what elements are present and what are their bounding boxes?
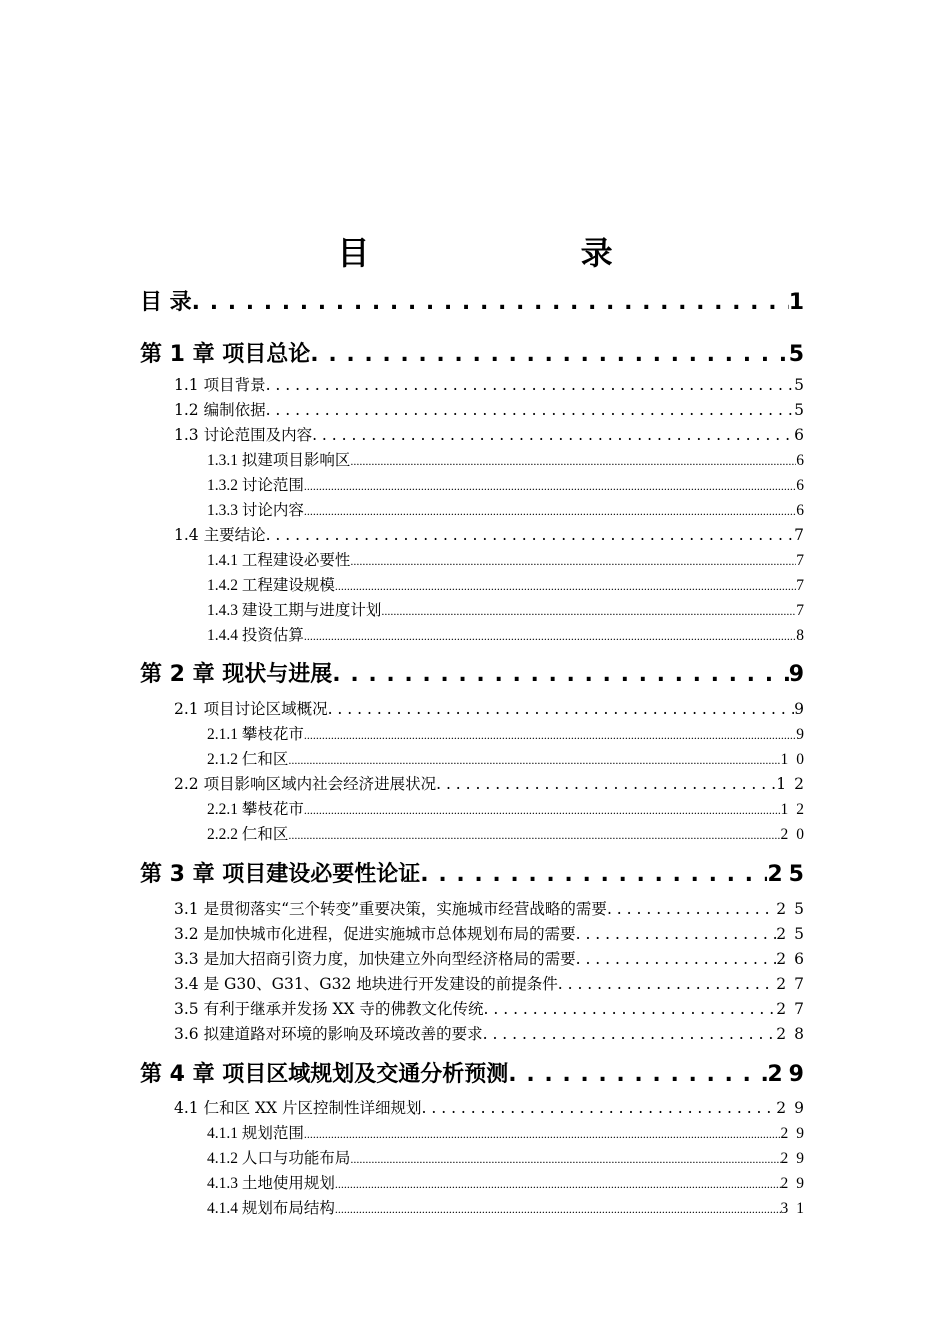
toc-chapter-row[interactable] [140, 1057, 810, 1087]
toc-leader-dots [420, 862, 767, 887]
toc-leader-dots [576, 925, 777, 943]
toc-section-row[interactable] [174, 398, 812, 420]
toc-section-row[interactable] [174, 423, 812, 445]
toc-subsection-row[interactable] [207, 1171, 812, 1193]
toc-leader-dots [422, 1099, 777, 1117]
toc-page-number: 9 [796, 726, 812, 743]
toc-entry-label: 1.3.2 讨论范围 [207, 477, 304, 494]
toc-leader-dots [558, 975, 777, 993]
toc-page-number: 5 [794, 401, 812, 419]
toc-leader-dots [508, 1062, 767, 1087]
toc-page-number: 27 [776, 1000, 812, 1018]
toc-page-number: 29 [780, 1125, 812, 1142]
toc-entry-label: 1.4.1 工程建设必要性 [207, 552, 351, 569]
toc-page-number: 10 [780, 751, 812, 768]
toc-page-number: 7 [796, 602, 812, 619]
document-title: 目 录 [337, 234, 713, 272]
toc-subsection-row[interactable] [207, 598, 812, 620]
toc-page-number: 25 [767, 862, 810, 887]
toc-section-row[interactable] [174, 523, 812, 545]
toc-section-row[interactable] [174, 922, 812, 944]
toc-page-number: 20 [780, 826, 812, 843]
toc-leader-dots [288, 753, 780, 768]
toc-page-number: 7 [794, 526, 812, 544]
toc-entry-label: 4.1.1 规划范围 [207, 1125, 304, 1142]
toc-leader-dots [350, 454, 796, 469]
toc-entry-label: 4.1.3 土地使用规划 [207, 1175, 335, 1192]
toc-leader-dots [192, 290, 789, 315]
toc-page-number: 1 [788, 290, 810, 315]
toc-subsection-row[interactable] [207, 722, 812, 744]
toc-entry-label: 第 2 章 现状与进展 [140, 662, 333, 687]
toc-entry-label: 2.2.2 仁和区 [207, 826, 289, 843]
toc-section-row[interactable] [174, 373, 812, 395]
toc-entry-label: 1.2 编制依据 [174, 401, 266, 419]
toc-page-number: 12 [780, 801, 812, 818]
toc-entry-label: 2.2.1 攀枝花市 [207, 801, 304, 818]
toc-leader-dots [607, 900, 776, 918]
toc-page-number: 6 [796, 502, 812, 519]
toc-chapter-row[interactable] [140, 337, 810, 367]
toc-leader-dots [304, 1127, 781, 1142]
toc-page-number: 6 [794, 426, 812, 444]
toc-section-row[interactable] [174, 897, 812, 919]
toc-entry-label: 2.2 项目影响区域内社会经济进展状况 [174, 775, 437, 793]
toc-leader-dots [304, 504, 796, 519]
toc-leader-dots [266, 526, 795, 544]
toc-subsection-row[interactable] [207, 448, 812, 470]
toc-subsection-row[interactable] [207, 498, 812, 520]
toc-leader-dots [576, 950, 777, 968]
toc-page-number: 9 [788, 662, 810, 687]
toc-entry-label: 第 3 章 项目建设必要性论证 [140, 862, 421, 887]
toc-chapter-row[interactable] [140, 857, 810, 887]
toc-chapter-row[interactable] [140, 657, 810, 687]
toc-page-number: 27 [776, 975, 812, 993]
toc-page-number: 7 [796, 552, 812, 569]
toc-entry-label: 2.1.2 仁和区 [207, 751, 289, 768]
toc-page-number: 5 [794, 376, 812, 394]
toc-subsection-row[interactable] [207, 747, 812, 769]
toc-leader-dots [328, 700, 795, 718]
toc-leader-dots [350, 1152, 780, 1167]
toc-subsection-row[interactable] [207, 797, 812, 819]
toc-entry-label: 3.5 有利于继承并发扬 XX 寺的佛教文化传统 [174, 1000, 484, 1018]
toc-leader-dots [304, 728, 796, 743]
toc-entry-label: 3.1 是贯彻落实“三个转变”重要决策，实施城市经营战略的需要 [174, 900, 607, 918]
toc-leader-dots [335, 1202, 781, 1217]
toc-section-row[interactable] [174, 997, 812, 1019]
toc-leader-dots [304, 479, 796, 494]
toc-page-number: 29 [776, 1099, 812, 1117]
toc-subsection-row[interactable] [207, 573, 812, 595]
toc-leader-dots [266, 376, 795, 394]
toc-entry-label: 3.6 拟建道路对环境的影响及环境改善的要求 [174, 1025, 483, 1043]
toc-page-number: 26 [776, 950, 812, 968]
toc-page-number: 9 [794, 700, 812, 718]
toc-entry-label: 1.4.4 投资估算 [207, 627, 304, 644]
toc-subsection-row[interactable] [207, 1121, 812, 1143]
toc-entry-label: 3.4 是 G30、G31、G32 地块进行开发建设的前提条件 [174, 975, 558, 993]
toc-entry-label: 1.3 讨论范围及内容 [174, 426, 313, 444]
toc-page-number: 25 [776, 900, 812, 918]
toc-leader-dots [332, 662, 788, 687]
toc-subsection-row[interactable] [207, 473, 812, 495]
toc-section-row[interactable] [174, 697, 812, 719]
toc-leader-dots [350, 554, 796, 569]
toc-page-number: 29 [780, 1150, 812, 1167]
toc-entry-label: 3.3 是加大招商引资力度，加快建立外向型经济格局的需要 [174, 950, 576, 968]
toc-subsection-row[interactable] [207, 548, 812, 570]
toc-section-row[interactable] [174, 1022, 812, 1044]
toc-page-number: 5 [788, 342, 810, 367]
toc-page-number: 8 [796, 627, 812, 644]
toc-page-number: 31 [780, 1200, 812, 1217]
toc-entry-label: 4.1 仁和区 XX 片区控制性详细规划 [174, 1099, 422, 1117]
toc-page-number: 29 [767, 1062, 810, 1087]
toc-leader-dots [312, 426, 794, 444]
toc-leader-dots [436, 775, 776, 793]
toc-page-number: 25 [776, 925, 812, 943]
toc-subsection-row[interactable] [207, 1146, 812, 1168]
toc-section-row[interactable] [174, 972, 812, 994]
toc-chapter-row[interactable] [140, 285, 810, 315]
toc-entry-label: 1.4 主要结论 [174, 526, 266, 544]
toc-entry-label: 2.1 项目讨论区域概况 [174, 700, 328, 718]
toc-section-row[interactable] [174, 947, 812, 969]
toc-leader-dots [310, 342, 788, 367]
toc-subsection-row[interactable] [207, 1196, 812, 1218]
toc-subsection-row[interactable] [207, 822, 812, 844]
toc-entry-label: 第 1 章 项目总论 [140, 342, 311, 367]
toc-page-number: 6 [796, 477, 812, 494]
toc-section-row[interactable] [174, 1096, 812, 1118]
toc-entry-label: 4.1.4 规划布局结构 [207, 1200, 335, 1217]
toc-page-number: 28 [776, 1025, 812, 1043]
toc-entry-label: 1.3.3 讨论内容 [207, 502, 304, 519]
toc-page-number: 6 [796, 452, 812, 469]
toc-entry-label: 1.3.1 拟建项目影响区 [207, 452, 351, 469]
toc-entry-label: 1.1 项目背景 [174, 376, 266, 394]
toc-subsection-row[interactable] [207, 623, 812, 645]
toc-entry-label: 第 4 章 项目区域规划及交通分析预测 [140, 1062, 509, 1087]
toc-entry-label: 1.4.3 建设工期与进度计划 [207, 602, 382, 619]
toc-leader-dots [304, 803, 781, 818]
toc-leader-dots [266, 401, 795, 419]
toc-leader-dots [335, 579, 796, 594]
toc-entry-label: 3.2 是加快城市化进程，促进实施城市总体规划布局的需要 [174, 925, 576, 943]
toc-page-number: 7 [796, 577, 812, 594]
toc-section-row[interactable] [174, 772, 812, 794]
toc-page-number: 29 [780, 1175, 812, 1192]
toc-leader-dots [304, 629, 796, 644]
toc-leader-dots [483, 1025, 777, 1043]
toc-leader-dots [288, 828, 780, 843]
toc-leader-dots [335, 1177, 781, 1192]
toc-entry-label: 1.4.2 工程建设规模 [207, 577, 335, 594]
toc-entry-label: 2.1.1 攀枝花市 [207, 726, 304, 743]
toc-entry-label: 目 录 [140, 290, 192, 315]
toc-page-number: 12 [776, 775, 812, 793]
toc-leader-dots [484, 1000, 777, 1018]
toc-entry-label: 4.1.2 人口与功能布局 [207, 1150, 351, 1167]
toc-leader-dots [381, 604, 796, 619]
